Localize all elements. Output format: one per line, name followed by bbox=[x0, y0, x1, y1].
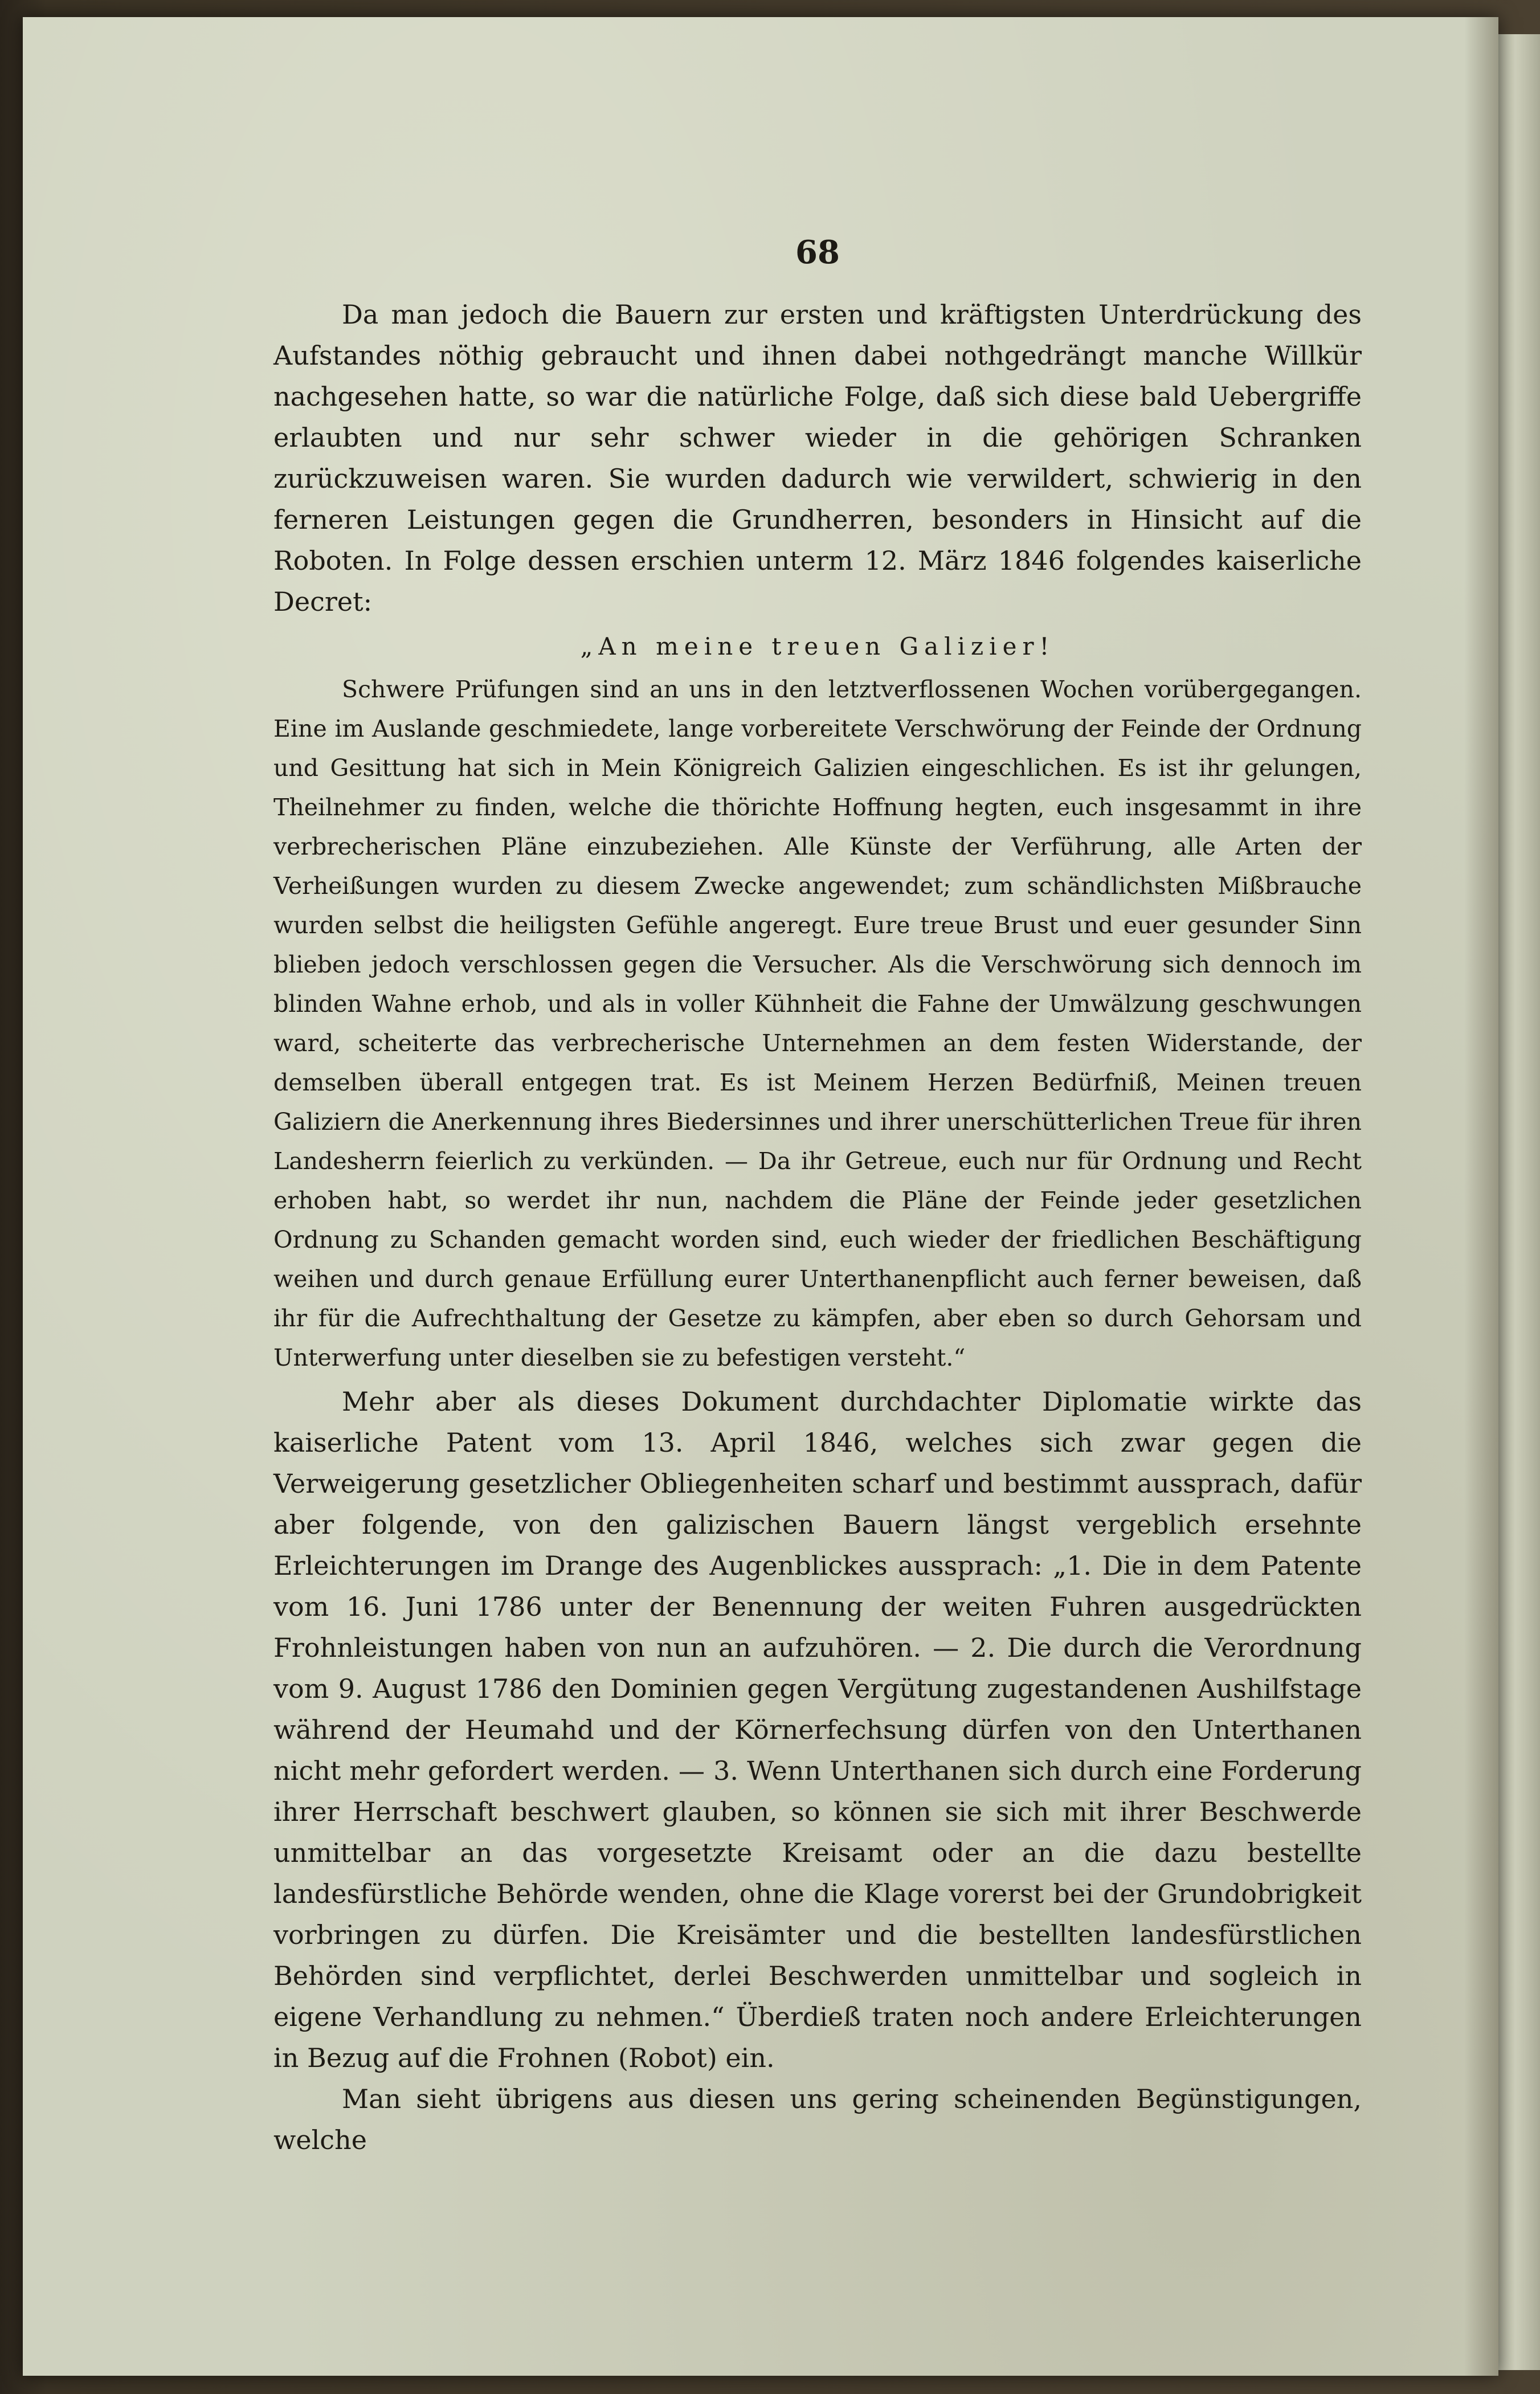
paragraph-3: Man sieht übrigens aus diesen uns gering scheinenden Begünstigungen, welche bbox=[273, 2083, 1362, 2155]
paragraph-1: Da man jedoch die Bauern zur ersten und kräftigsten Unterdrückung des Aufstandes nöthig gebraucht und ihnen dabei nothgedrängt manche Willkür nachgesehen hatte, so war die natürliche Folge, daß sich diese bald Uebergriffe erlaubten und nur sehr schwer wieder in die gehörigen Schranken zurückzuweisen waren. Sie wurden dadurch wie verwildert, schwierig in den ferneren Leistungen gegen die Grundherren, besonders in Hinsicht auf die Roboten. In Folge dessen erschien unterm 12. März 1846 folgendes kaiserliche Decret: bbox=[273, 299, 1362, 617]
text-column bbox=[273, 234, 1362, 2160]
paragraph-2: Mehr aber als dieses Dokument durchdachter Diplomatie wirkte das kaiserliche Patent vom 13. April 1846, welches sich zwar gegen die Verweigerung gesetzlicher Obliegenheiten scharf und bestimmt aussprach, dafür aber folgende, von den galizischen Bauern längst vergeblich ersehnte Erleichterungen im Drange des Augenblickes aussprach: „1. Die in dem Patente vom 16. Juni 1786 unter der Benennung der weiten Fuhren ausgedrückten Frohnleistungen haben von nun an aufzuhören. — 2. Die durch die Verordnung vom 9. August 1786 den Dominien gegen Vergütung zugestandenen Aushilfstage während der Heumahd und der Körnerfechsung dürfen von den Unterthanen nicht mehr gefordert werden. — 3. Wenn Unterthanen sich durch eine Forderung ihrer Herrschaft beschwert glauben, so können sie sich mit ihrer Beschwerde unmittelbar an das vorgesetzte Kreisamt oder an die dazu bestellte landesfürstliche Behörde wenden, ohne die Klage vorerst bei der Grundobrigkeit vorbringen zu dürfen. Die Kreisämter und die bestellten landesfürstlichen Behörden sind verpflichtet, derlei Beschwerden unmittelbar und sogleich in eigene Verhandlung zu nehmen.“ Überdieß traten noch andere Erleichterungen in Bezug auf die Frohnen (Robot) ein. bbox=[273, 1386, 1362, 2073]
decree-salutation: „An meine treuen Galizier! bbox=[580, 632, 1055, 660]
adjacent-page-edge bbox=[1498, 34, 1540, 2370]
page-shadow-edge bbox=[1464, 17, 1498, 2376]
page-number: 68 bbox=[795, 234, 840, 271]
decree-body: Schwere Prüfungen sind an uns in den letztverflossenen Wochen vorübergegangen. Eine im Auslande geschmiedete, lange vorbereitete Verschwörung der Feinde der Ordnung und Gesittung hat sich in Mein Königreich Galizien eingeschlichen. Es ist ihr gelungen, Theilnehmer zu finden, welche die thörichte Hoffnung hegten, euch insgesammt in ihre verbrecherischen Pläne einzubeziehen. Alle Künste der Verführung, alle Arten der Verheißungen wurden zu diesem Zwecke angewendet; zum schändlichsten Mißbrauche wurden selbst die heiligsten Gefühle angeregt. Eure treue Brust und euer gesunder Sinn blieben jedoch verschlossen gegen die Versucher. Als die Verschwörung sich dennoch im blinden Wahne erhob, und als in voller Kühnheit die Fahne der Umwälzung geschwungen ward, scheiterte das verbrecherische Unternehmen an dem festen Widerstande, der demselben überall entgegen trat. Es ist Meinem Herzen Bedürfniß, Meinen treuen Galiziern die Anerkennung ihres Biedersinnes und ihrer unerschütterlichen Treue für ihren Landesherrn feierlich zu verkünden. — Da ihr Getreue, euch nur für Ordnung und Recht erhoben habt, so werdet ihr nun, nachdem die Pläne der Feinde jeder gesetzlichen Ordnung zu Schanden gemacht worden sind, euch wieder der friedlichen Beschäftigung weihen und durch genaue Erfüllung eurer Unterthanenpflicht auch ferner beweisen, daß ihr für die Aufrechthaltung der Gesetze zu kämpfen, aber eben so durch Gehorsam und Unterwerfung unter dieselben sie zu befestigen versteht.“ bbox=[273, 676, 1362, 1371]
